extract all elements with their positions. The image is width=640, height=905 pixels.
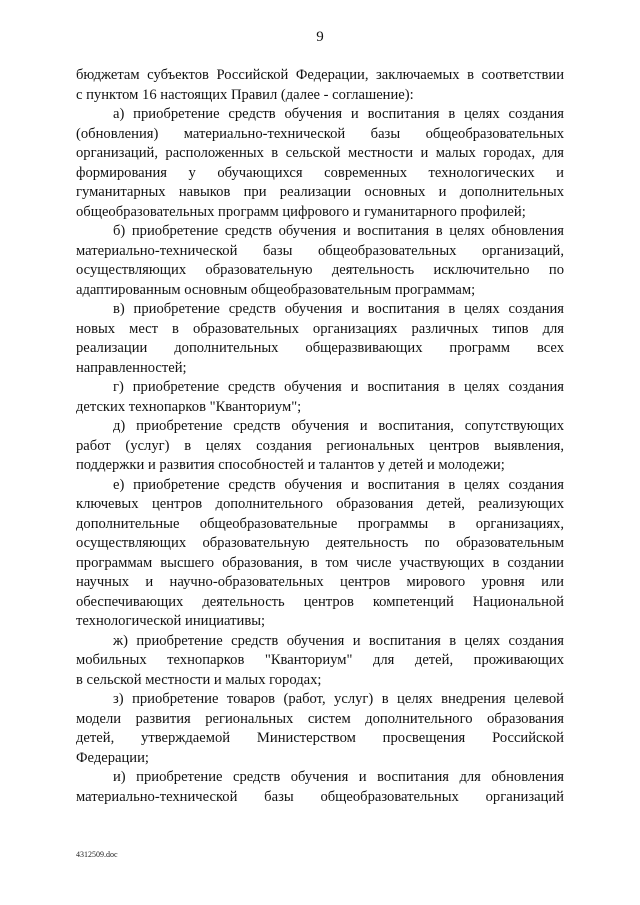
text-line: мобильных технопарков "Кванториум" для детей, проживающих (76, 652, 564, 668)
text-line: программам высшего образования, в том числе участвующих в создании (76, 554, 564, 571)
text-line: организаций, расположенных в сельской местности и малых городах, для (76, 145, 564, 161)
text-line: формирования у обучающихся современных технологических и (76, 164, 564, 181)
text-line: ключевых центров дополнительного образования детей, реализующих (76, 496, 564, 512)
text-line: направленностей; (76, 359, 187, 376)
text-line: поддержки и развития способностей и талантов у детей и молодежи; (76, 457, 505, 473)
footer-filename: 4312509.doc (76, 850, 118, 859)
text-line: а) приобретение средств обучения и воспитания в целях создания (113, 106, 564, 122)
text-line: б) приобретение средств обучения и воспитания в целях обновления (113, 223, 564, 239)
text-line: реализации дополнительных общеразвивающих программ всех (76, 340, 564, 356)
text-line: в сельской местности и малых городах; (76, 671, 322, 688)
text-line: в) приобретение средств обучения и воспитания в целях создания (113, 301, 564, 317)
text-line: с пунктом 16 настоящих Правил (далее - соглашение): (76, 86, 414, 103)
text-line: технологической инициативы; (76, 613, 266, 629)
text-line: бюджетам субъектов Российской Федерации, заключаемых в соответствии (76, 67, 564, 83)
page-number: 9 (316, 29, 324, 45)
text-line: модели развития региональных систем дополнительного образования (76, 710, 564, 727)
text-line: дополнительные общеобразовательные программы в организациях, (76, 515, 564, 532)
text-line: и) приобретение средств обучения и воспитания для обновления (113, 769, 564, 785)
text-line: е) приобретение средств обучения и воспитания в целях создания (113, 476, 564, 493)
text-line: обеспечивающих деятельность центров компетенций Национальной (76, 593, 564, 610)
text-line: д) приобретение средств обучения и воспитания, сопутствующих (113, 418, 564, 434)
text-line: работ (услуг) в целях создания региональных центров выявления, (76, 437, 564, 454)
text-line: новых мест в образовательных организациях различных типов для (76, 320, 564, 337)
text-line: з) приобретение товаров (работ, услуг) в целях внедрения целевой (113, 691, 564, 707)
text-line: осуществляющих образовательную деятельность по образовательным (76, 535, 564, 551)
text-line: детских технопарков "Кванториум"; (76, 398, 302, 415)
text-line: материально-технической базы общеобразовательных организаций (76, 788, 564, 805)
text-line: ж) приобретение средств обучения и воспитания в целях создания (113, 632, 564, 649)
text-line: материально-технической базы общеобразовательных организаций, (76, 242, 564, 259)
text-line: адаптированным основным общеобразовательным программам; (76, 281, 476, 298)
text-line: гуманитарных навыков при реализации основных и дополнительных (76, 184, 564, 200)
text-line: г) приобретение средств обучения и воспитания в целях создания (113, 379, 564, 395)
text-line: (обновления) материально-технической базы общеобразовательных (76, 125, 564, 142)
text-line: детей, утверждаемой Министерством просвещения Российской (76, 730, 564, 746)
text-line: Федерации; (76, 749, 149, 766)
text-line: осуществляющих образовательную деятельность исключительно по (76, 262, 564, 278)
text-line: научных и научно-образовательных центров мирового уровня или (76, 574, 564, 590)
document-body (76, 66, 564, 807)
text-line: общеобразовательных программ цифрового и гуманитарного профилей; (76, 203, 526, 220)
